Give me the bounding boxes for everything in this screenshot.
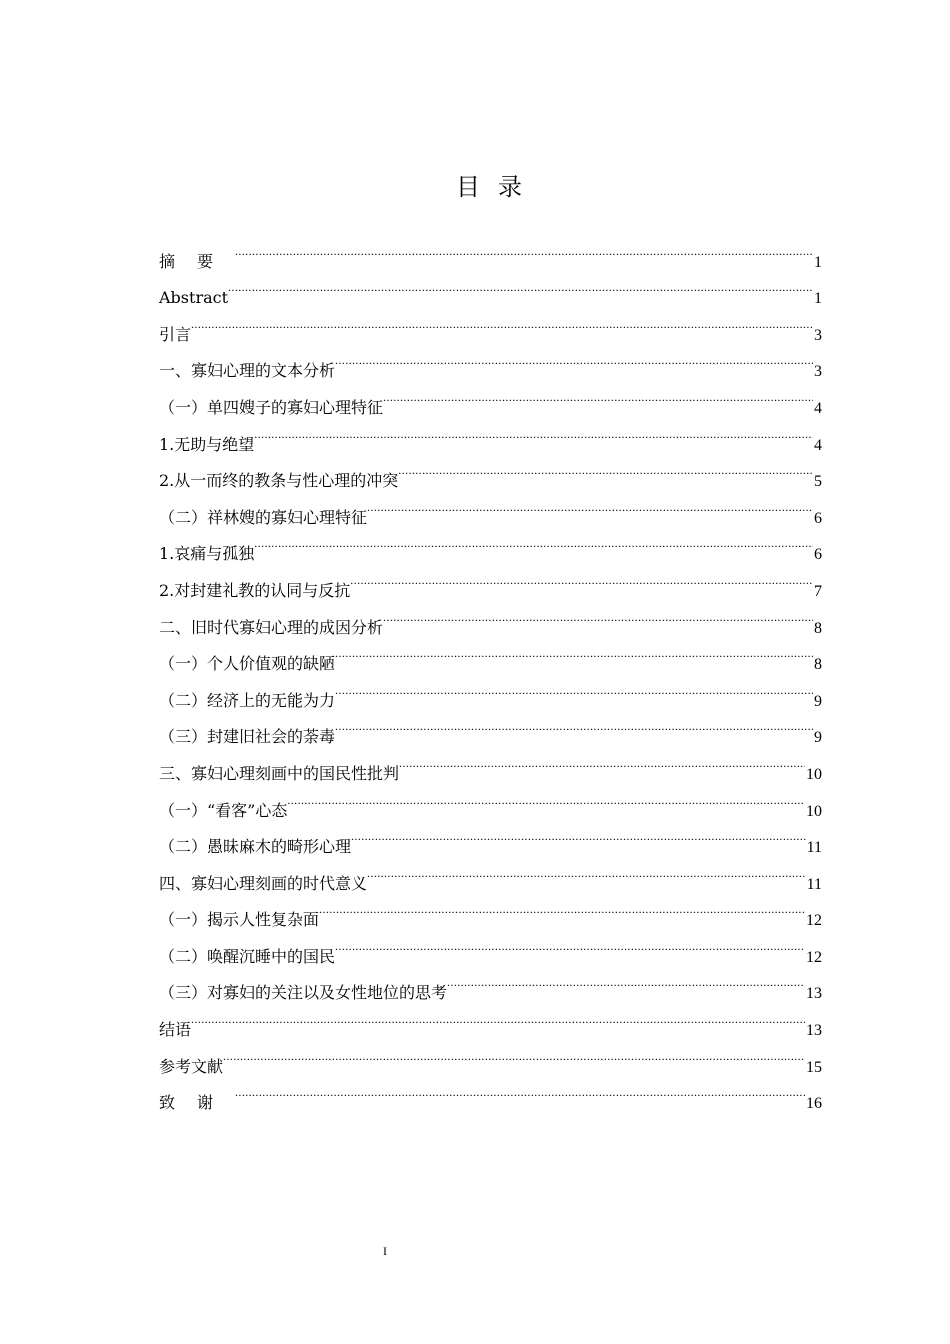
toc-dot-leader	[335, 706, 813, 743]
toc-dot-leader	[254, 413, 813, 450]
toc-entry[interactable]	[159, 523, 822, 564]
toc-entry-text: （一）个人价值观的缺陋	[159, 654, 336, 674]
toc-entry-text: 2.从一而终的教条与性心理的冲突	[159, 471, 399, 491]
toc-dot-leader	[383, 596, 813, 633]
toc-entry-page: 1	[814, 290, 822, 308]
toc-entry[interactable]	[159, 413, 822, 454]
toc-entry-page: 12	[806, 912, 822, 930]
toc-entry-text: 2.对封建礼教的认同与反抗	[159, 580, 351, 600]
toc-entry-page: 10	[806, 765, 822, 783]
table-of-contents	[159, 230, 822, 1113]
toc-entry-page: 3	[814, 363, 822, 381]
toc-entry-text: 引言	[159, 324, 192, 344]
toc-entry[interactable]	[159, 267, 822, 308]
toc-entry-text: （二）祥林嫂的寡妇心理特征	[159, 507, 368, 527]
toc-dot-leader	[235, 230, 813, 267]
toc-entry-page: 4	[814, 399, 822, 417]
toc-entry-text: （三）对寡妇的关注以及女性地位的思考	[159, 983, 448, 1003]
toc-entry-page: 12	[806, 948, 822, 966]
toc-dot-leader	[254, 523, 813, 560]
toc-entry-page: 8	[814, 656, 822, 674]
toc-entry-text: （二）唤醒沉睡中的国民	[159, 946, 336, 966]
toc-dot-leader	[351, 816, 806, 853]
toc-entry[interactable]	[159, 1035, 822, 1076]
toc-entry-page: 9	[814, 729, 822, 747]
toc-entry-text: 1.哀痛与孤独	[159, 544, 255, 564]
toc-entry-text: （三）封建旧社会的荼毒	[159, 727, 336, 747]
toc-entry-page: 9	[814, 692, 822, 710]
toc-entry-text: 四、寡妇心理刻画的时代意义	[159, 873, 368, 893]
toc-dot-leader	[398, 450, 813, 487]
toc-entry-text: 一、寡妇心理的文本分析	[159, 361, 336, 381]
toc-entry[interactable]	[159, 303, 822, 344]
toc-entry-text: 结语	[159, 1020, 192, 1040]
toc-dot-leader	[367, 852, 806, 889]
toc-entry-text: 1.无助与绝望	[159, 434, 255, 454]
toc-entry-text: Abstract	[159, 288, 229, 308]
toc-dot-leader	[191, 303, 813, 340]
toc-dot-leader	[399, 742, 805, 779]
toc-dot-leader	[335, 633, 813, 670]
toc-entry-text: （一）揭示人性复杂面	[159, 910, 320, 930]
toc-entry-text: 三、寡妇心理刻画中的国民性批判	[159, 763, 400, 783]
toc-entry-text: 致谢	[159, 1093, 236, 1113]
toc-entry[interactable]	[159, 450, 822, 491]
toc-entry[interactable]	[159, 998, 822, 1040]
toc-entry-page: 16	[806, 1095, 822, 1113]
toc-dot-leader	[228, 267, 813, 304]
page-number: I	[383, 1244, 387, 1258]
toc-entry-page: 5	[814, 473, 822, 491]
toc-entry-text: 参考文献	[159, 1056, 224, 1076]
toc-entry-page: 3	[814, 326, 822, 344]
toc-entry-page: 11	[806, 839, 822, 857]
toc-dot-leader	[335, 669, 813, 706]
toc-entry-page: 10	[806, 802, 822, 820]
toc-entry-text: （二）愚昧麻木的畸形心理	[159, 837, 352, 857]
toc-entry[interactable]	[159, 230, 822, 271]
toc-entry-text: （一）“看客”心态	[159, 800, 288, 820]
toc-dot-leader	[191, 998, 805, 1035]
toc-dot-leader	[383, 376, 813, 413]
toc-entry-page: 13	[806, 1022, 822, 1040]
toc-dot-leader	[367, 486, 813, 523]
toc-entry[interactable]	[159, 340, 822, 381]
toc-dot-leader	[335, 925, 805, 962]
toc-entry-page: 8	[814, 619, 822, 637]
toc-entry-text: 二、旧时代寡妇心理的成因分析	[159, 617, 384, 637]
toc-dot-leader	[223, 1035, 805, 1072]
toc-dot-leader	[335, 340, 813, 377]
toc-dot-leader	[235, 1072, 805, 1109]
toc-entry-page: 1	[814, 253, 822, 271]
toc-entry-page: 6	[814, 509, 822, 527]
toc-entry-text: （二）经济上的无能为力	[159, 690, 336, 710]
toc-dot-leader	[319, 889, 805, 926]
toc-entry-page: 6	[814, 546, 822, 564]
toc-entry-page: 11	[806, 875, 822, 893]
toc-entry-text: 摘要	[159, 251, 236, 271]
toc-dot-leader	[447, 962, 805, 999]
toc-entry-page: 4	[814, 436, 822, 454]
toc-entry-page: 13	[806, 985, 822, 1003]
toc-dot-leader	[350, 559, 813, 596]
toc-entry-text: （一）单四嫂子的寡妇心理特征	[159, 397, 384, 417]
toc-entry-page: 7	[814, 582, 822, 600]
toc-entry[interactable]	[159, 559, 822, 600]
toc-title: 目录	[456, 173, 540, 201]
toc-dot-leader	[287, 779, 805, 816]
toc-entry-page: 15	[806, 1058, 822, 1076]
toc-entry[interactable]	[159, 1072, 822, 1113]
